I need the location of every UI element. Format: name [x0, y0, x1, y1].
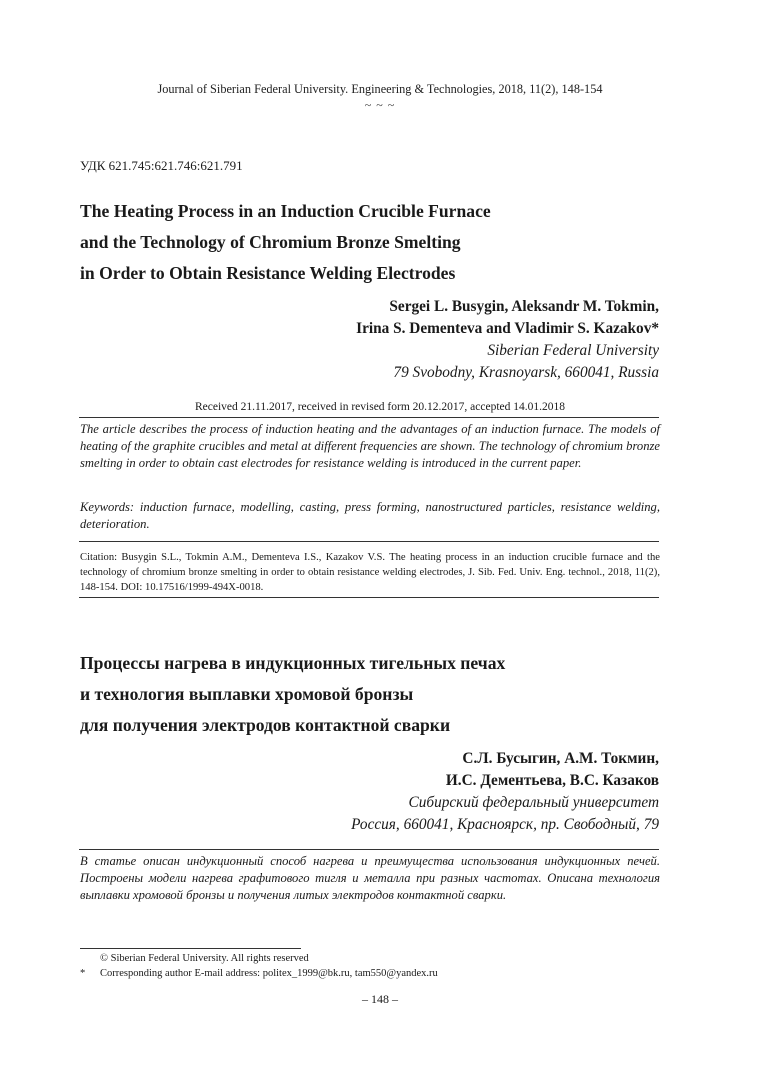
page-number: – 148 –: [362, 992, 398, 1006]
english-title-line: in Order to Obtain Resistance Welding Electrodes: [80, 263, 456, 283]
english-title: [80, 196, 680, 289]
english-title-line: and the Technology of Chromium Bronze Smelting: [80, 232, 461, 252]
journal-header: Journal of Siberian Federal University. Engineering & Technologies, 2018, 11(2), 148-154: [157, 82, 603, 96]
russian-authors-line: С.Л. Бусыгин, А.М. Токмин,: [462, 750, 659, 767]
english-title-line: The Heating Process in an Induction Crucible Furnace: [80, 201, 491, 221]
russian-title-line: Процессы нагрева в индукционных тигельных печах: [80, 653, 506, 673]
english-authors-line: Irina S. Dementeva and Vladimir S. Kazakov*: [356, 320, 659, 337]
copyright-footnote: [80, 951, 660, 966]
russian-abstract: В статье описан индукционный способ нагрева и преимущества использования индукционных печей. Построены модели нагрева графитового тигля и металла при разных частотах. Описана технология выплавки хромовой бронзы и получения литых электродов контактной сварки.: [80, 854, 660, 902]
citation-bottom-rule: [79, 597, 659, 598]
citation: Citation: Busygin S.L., Tokmin A.M., Dementeva I.S., Kazakov V.S. The heating process in an induction crucible furnace and the technology of chromium bronze smelting in order to obtain resistance welding electrodes, J. Sib. Fed. Univ. Eng. technol., 2018, 11(2), 148-154. DOI: 10.17516/1999-494X-0018.: [80, 552, 660, 593]
english-affiliation-line: Siberian Federal University: [487, 342, 659, 359]
russian-affiliation-line: Россия, 660041, Красноярск, пр. Свободный, 79: [351, 816, 659, 833]
footnotes: [80, 951, 660, 981]
russian-title: [80, 648, 680, 741]
russian-title-line: для получения электродов контактной сварки: [80, 715, 451, 735]
russian-authors-line: И.С. Дементьева, В.С. Казаков: [445, 772, 659, 789]
header-ornament: ~ ~ ~: [364, 98, 396, 112]
english-abstract: The article describes the process of induction heating and the advantages of an induction furnace. The models of heating of the graphite crucibles and metal at different frequencies are shown. The technology of chromium bronze smelting in order to obtain cast electrodes for resistance welding is introduced in the current paper.: [80, 422, 660, 470]
udk-code: УДК 621.745:621.746:621.791: [80, 158, 243, 173]
english-authors-line: Sergei L. Busygin, Aleksandr M. Tokmin,: [389, 298, 659, 315]
english-authors-block: [99, 296, 659, 384]
footnote-rule: [80, 948, 301, 949]
russian-abstract-top-rule: [79, 849, 659, 850]
citation-top-rule: [79, 541, 659, 542]
english-affiliation-line: 79 Svobodny, Krasnoyarsk, 660041, Russia: [393, 364, 659, 381]
russian-title-line: и технология выплавки хромовой бронзы: [80, 684, 414, 704]
copyright-text: © Siberian Federal University. All rights reserved: [100, 953, 309, 964]
english-keywords: Keywords: induction furnace, modelling, casting, press forming, nanostructured particles, resistance welding, deterioration.: [80, 500, 660, 531]
corresponding-author-text: Corresponding author E-mail address: politex_1999@bk.ru, tam550@yandex.ru: [100, 968, 438, 979]
footnote-asterisk: *: [80, 968, 86, 979]
russian-authors-block: [99, 748, 659, 836]
received-dates: Received 21.11.2017, received in revised form 20.12.2017, accepted 14.01.2018: [194, 401, 566, 413]
abstract-top-rule: [79, 417, 659, 418]
russian-affiliation-line: Сибирский федеральный университет: [408, 794, 659, 811]
corresponding-footnote: [80, 966, 660, 981]
